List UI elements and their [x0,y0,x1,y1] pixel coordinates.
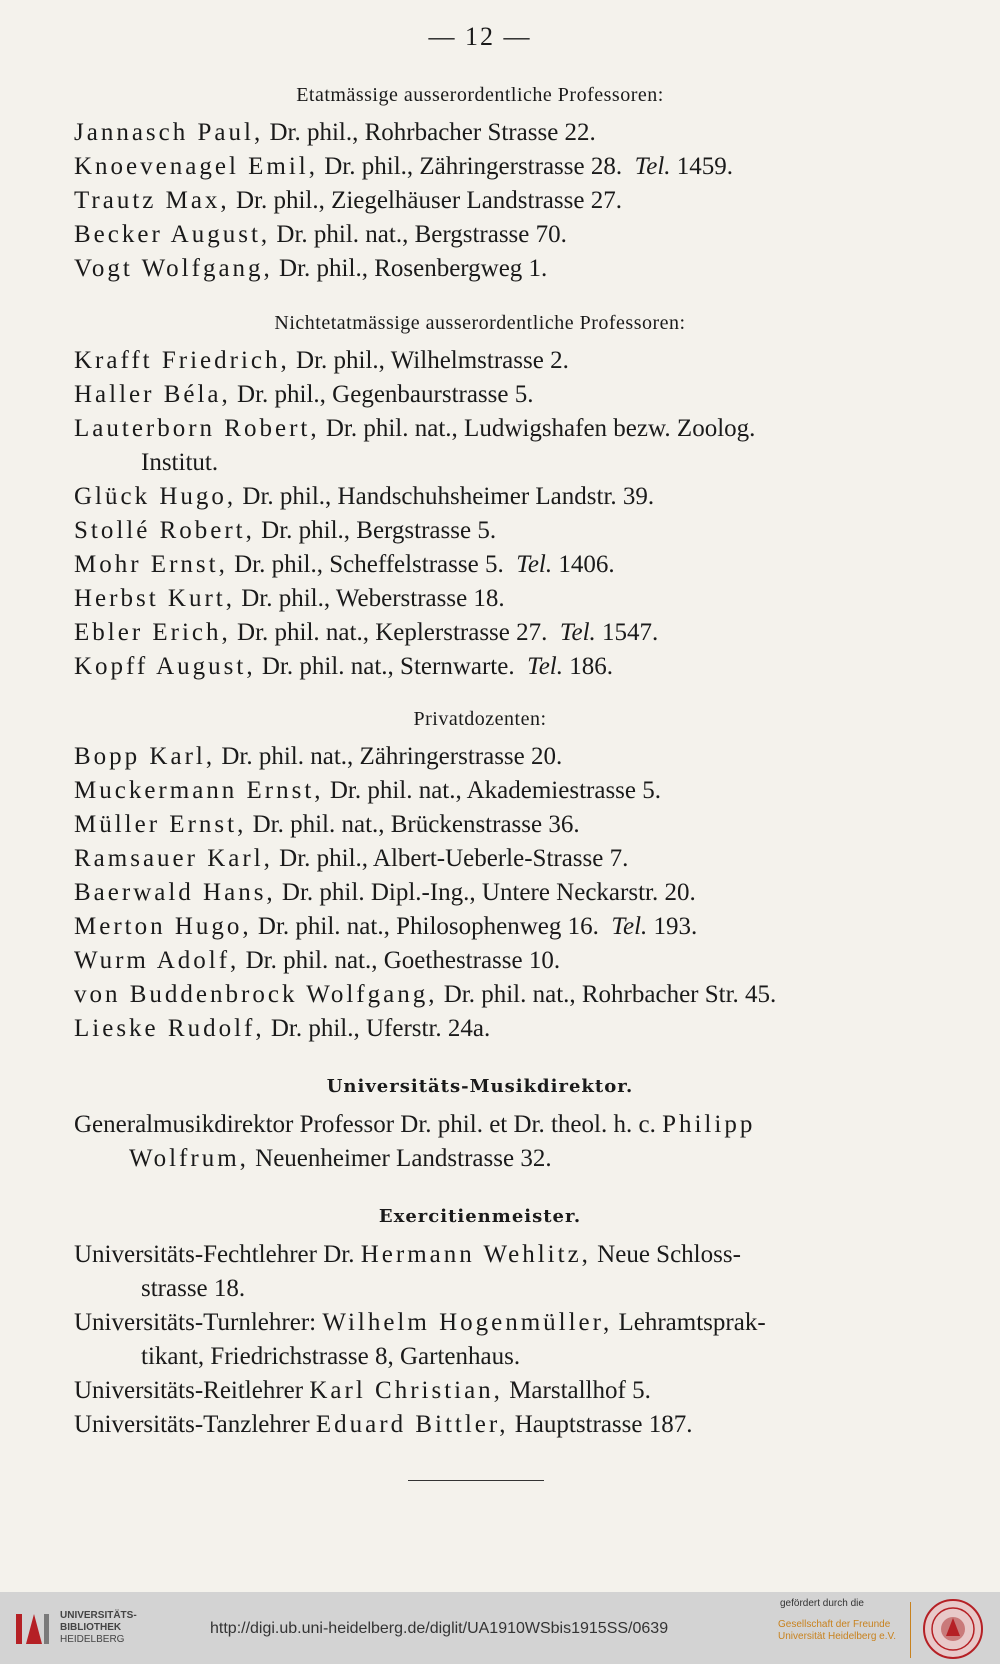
entry-wolfrum-continuation [74,1142,959,1176]
person-name: Bopp Karl, [74,743,216,770]
person-name: Wilhelm Hogenmüller, [322,1309,613,1336]
entry-details: Dr. phil. nat., Sternwarte. [261,653,515,680]
digitization-footer [0,1592,1000,1664]
entry-details: Dr. phil., Albert-Ueberle-Strasse 7. [279,845,629,872]
person-name: Müller Ernst, [74,811,247,838]
entry-muckermann [74,774,904,808]
tel-label: Tel. [611,913,648,940]
person-name: Lauterborn Robert, [74,415,320,442]
person-name: Merton Hugo, [74,913,252,940]
entry-details: Dr. phil., Handschuhsheimer Landstr. 39. [242,483,655,510]
entry-details: Dr. phil. nat., Keplerstrasse 27. [237,619,548,646]
footer-divider [910,1602,911,1658]
entry-vogt [74,252,904,286]
tel-label: Tel. [634,153,671,180]
person-name: Eduard Bittler, [315,1411,509,1438]
person-name: Muckermann Ernst, [74,777,324,804]
tel-number: 193. [653,913,698,940]
entry-details: Neue Schloss- [597,1241,741,1268]
entry-krafft [74,344,904,378]
entry-lauterborn [74,412,904,446]
entry-knoevenagel [74,150,904,184]
entry-details: Dr. phil. nat., Rohrbacher Str. 45. [443,981,777,1008]
entry-ramsauer [74,842,904,876]
tel-label: Tel. [527,653,563,680]
person-name: Glück Hugo, [74,483,237,510]
person-name: Hermann Wehlitz, [360,1241,591,1268]
entry-wehlitz [74,1238,904,1272]
person-name: Stollé Robert, [74,517,255,544]
entry-wehlitz-continuation: strasse 18. [141,1275,246,1302]
person-name: Baerwald Hans, [74,879,276,906]
section-heading-musikdirektor: Universitäts-Musikdirektor. [326,1076,634,1097]
entry-buddenbrock [74,978,904,1012]
entry-becker [74,218,904,252]
entry-details: Hauptstrasse 187. [514,1411,693,1438]
person-name: Knoevenagel Emil, [74,153,318,180]
entry-bopp [74,740,904,774]
entry-details: Dr. phil. nat., Ludwigshafen bezw. Zoolog. [325,415,756,442]
entry-details: Dr. phil., Zähringerstrasse 28. [324,153,623,180]
tel-label: Tel. [516,551,553,578]
entry-details: Dr. phil., Rosenbergweg 1. [279,255,548,282]
entry-lieske [74,1012,904,1046]
entry-lauterborn-continuation: Institut. [141,449,219,476]
society-name: Gesellschaft der Freunde Universität Heidelberg e.V. [778,1619,897,1642]
tel-number: 186. [569,653,613,680]
entry-jannasch [74,116,904,150]
entry-details: Dr. phil., Uferstr. 24a. [270,1015,491,1042]
entry-haller [74,378,904,412]
entry-bittler [74,1408,904,1442]
entry-mueller [74,808,904,842]
person-name: Ramsauer Karl, [74,845,273,872]
entry-prefix: Universitäts-Reitlehrer [74,1377,304,1404]
page-number: — 12 — [428,22,532,51]
person-name: Karl Christian, [309,1377,503,1404]
person-name: von Buddenbrock Wolfgang, [74,981,438,1008]
entry-details: Dr. phil. nat., Zähringerstrasse 20. [221,743,563,770]
entry-details: Neuenheimer Landstrasse 32. [255,1145,552,1172]
person-name: Wurm Adolf, [74,947,240,974]
entry-prefix: Universitäts-Fechtlehrer Dr. [74,1241,355,1268]
entry-kopff [74,650,904,684]
person-name: Trautz Max, [74,187,230,214]
section-heading-privatdozenten: Privatdozenten: [413,708,547,730]
entry-details: Dr. phil., Rohrbacher Strasse 22. [269,119,596,146]
entry-prefix: Generalmusikdirektor Professor Dr. phil. et Dr. theol. h. c. [74,1111,656,1138]
university-seal-icon [922,1598,984,1660]
tel-label: Tel. [559,619,596,646]
section-heading-nichtetatmaessige: Nichtetatmässige ausserordentliche Professoren: [274,312,686,334]
entry-details: Dr. phil. nat., Bergstrasse 70. [276,221,567,248]
section-heading-etatmaessige: Etatmässige ausserordentliche Professoren: [296,84,664,106]
entry-prefix: Universitäts-Turnlehrer: [74,1309,317,1336]
person-name: Philipp [662,1111,756,1138]
entry-baerwald [74,876,904,910]
entry-details: Dr. phil., Ziegelhäuser Landstrasse 27. [235,187,622,214]
entry-details: Marstallhof 5. [509,1377,651,1404]
entry-details: Dr. phil. nat., Goethestrasse 10. [245,947,561,974]
entry-mohr [74,548,904,582]
entry-trautz [74,184,904,218]
person-name: Ebler Erich, [74,619,231,646]
person-name: Jannasch Paul, [74,119,264,146]
entry-details: Dr. phil., Gegenbaurstrasse 5. [237,381,534,408]
entry-merton [74,910,904,944]
entry-details: Dr. phil., Weberstrasse 18. [241,585,505,612]
person-name: Herbst Kurt, [74,585,235,612]
person-name: Lieske Rudolf, [74,1015,265,1042]
person-name: Mohr Ernst, [74,551,228,578]
section-heading-exercitienmeister: Exercitienmeister. [378,1206,582,1227]
person-name: Haller Béla, [74,381,231,408]
person-name: Vogt Wolfgang, [74,255,273,282]
entry-details: Dr. phil., Wilhelmstrasse 2. [296,347,569,374]
tel-number: 1459. [676,153,734,180]
entry-details: Dr. phil. nat., Philosophenweg 16. [257,913,599,940]
person-name: Becker August, [74,221,271,248]
person-name-continued: Wolfrum, [129,1145,249,1172]
person-name: Kopff August, [74,653,256,680]
funded-by-label: gefördert durch die [780,1598,864,1609]
entry-glueck [74,480,904,514]
library-name: UNIVERSITÄTS- BIBLIOTHEK HEIDELBERG [60,1610,137,1645]
permalink-url[interactable]: http://digi.ub.uni-heidelberg.de/diglit/UA1910WSbis1915SS/0639 [210,1620,669,1637]
entry-christian [74,1374,904,1408]
entry-details: Dr. phil. nat., Akademiestrasse 5. [329,777,662,804]
tel-number: 1406. [558,551,615,578]
entry-hogenmueller-continuation: tikant, Friedrichstrasse 8, Gartenhaus. [141,1343,521,1370]
tel-number: 1547. [602,619,659,646]
entry-details: Lehramtsprak- [618,1309,766,1336]
library-logo-icon [14,1610,52,1648]
entry-wolfrum [74,1108,904,1142]
entry-details: Dr. phil. nat., Brückenstrasse 36. [252,811,580,838]
entry-ebler [74,616,904,650]
entry-prefix: Universitäts-Tanzlehrer [74,1411,310,1438]
entry-details: Dr. phil. Dipl.-Ing., Untere Neckarstr. 20. [281,879,696,906]
entry-wurm [74,944,904,978]
entry-hogenmueller [74,1306,904,1340]
entry-herbst [74,582,904,616]
entry-details: Dr. phil., Bergstrasse 5. [261,517,497,544]
person-name: Krafft Friedrich, [74,347,290,374]
closing-rule [408,1480,544,1481]
entry-stolle [74,514,904,548]
entry-details: Dr. phil., Scheffelstrasse 5. [234,551,504,578]
